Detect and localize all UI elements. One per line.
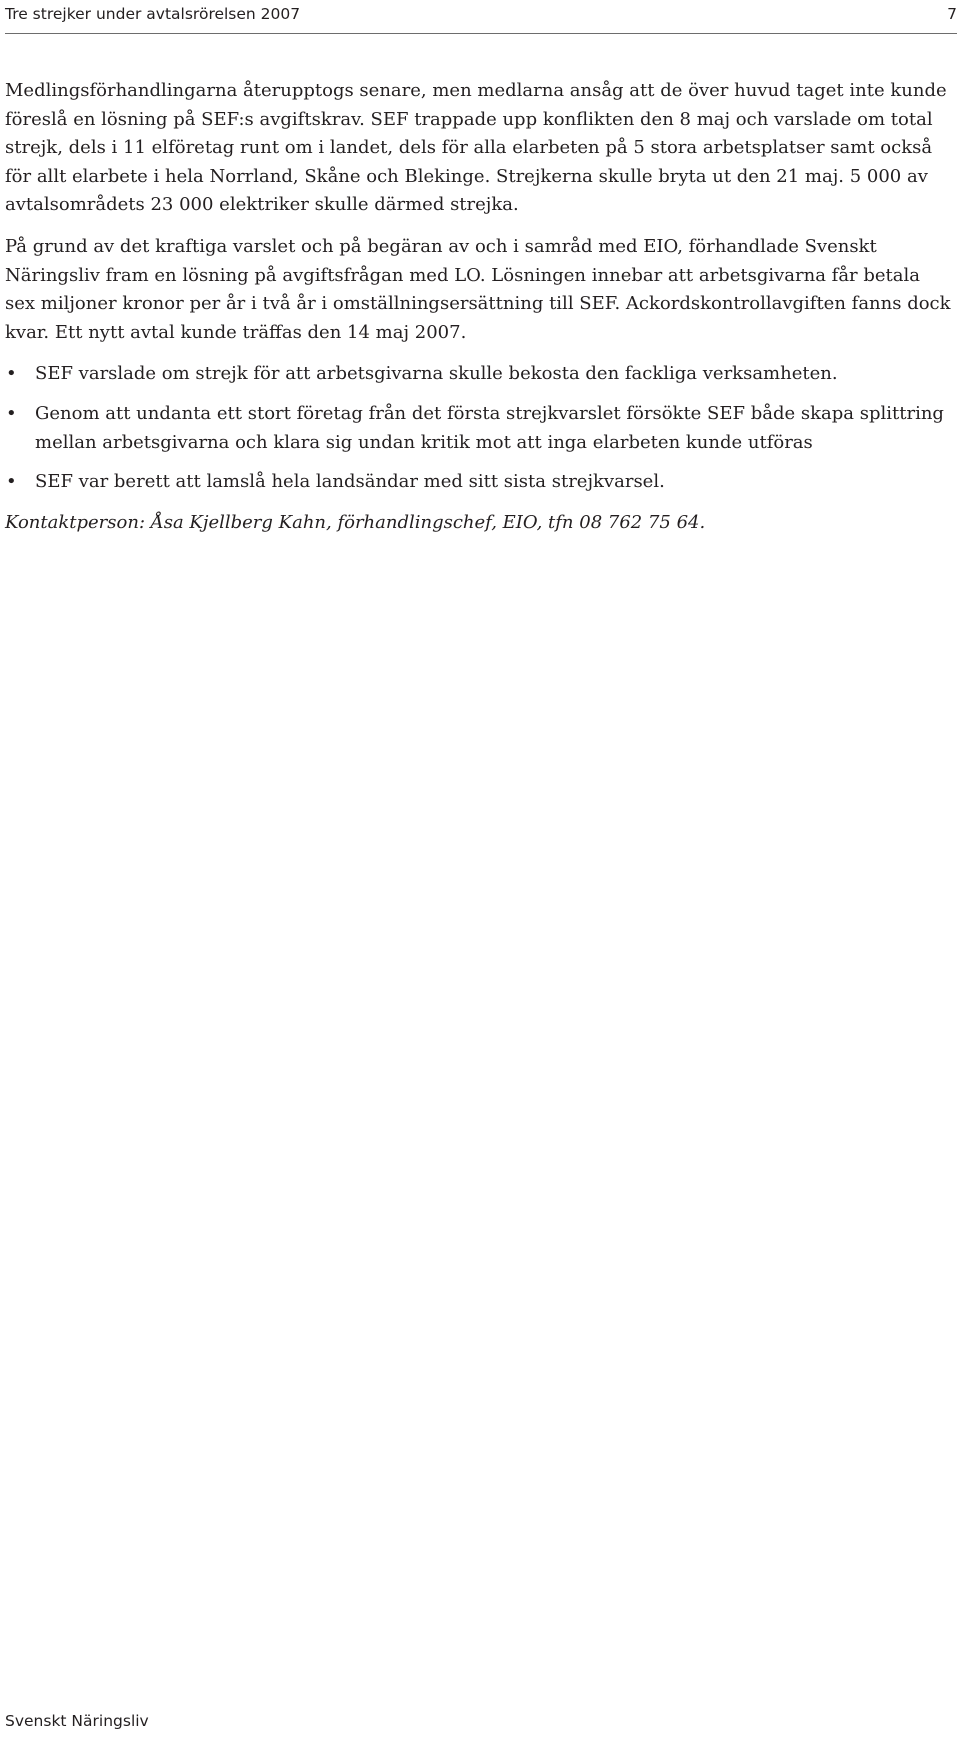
bullet-item-2	[5, 400, 955, 457]
bullet-item-3	[5, 468, 955, 497]
bullet-dot-icon: •	[6, 402, 17, 424]
bullet-item-text: Genom att undanta ett stort företag från det första strejkvarslet försökte SEF både skapa splittring mellan arbetsgivarna och klara sig undan kritik mot att inga elarbeten kunde utföras	[35, 402, 944, 453]
header-divider	[5, 33, 957, 34]
document-body	[5, 77, 955, 550]
page-number: 7	[947, 5, 957, 23]
running-footer: Svenskt Näringsliv	[5, 1712, 149, 1730]
bullet-dot-icon: •	[6, 471, 17, 493]
body-paragraph-1: Medlingsförhandlingarna återupptogs senare, men medlarna ansåg att de över huvud taget inte kunde föreslå en lösning på SEF:s avgiftskrav. SEF trappade upp konflikten den 8 maj och varslade om total strejk, dels i 11 elföretag runt om i landet, dels för alla elarbeten på 5 stora arbetsplatser samt också för allt elarbete i hela Norrland, Skåne och Blekinge. Strejkerna skulle bryta ut den 21 maj. 5 000 av avtalsområdets 23 000 elektriker skulle därmed strejka.	[5, 80, 947, 216]
bullet-dot-icon: •	[6, 363, 17, 385]
summary-bullet-list	[5, 360, 955, 496]
running-header	[5, 2, 957, 30]
bullet-item-1	[5, 360, 955, 389]
body-paragraph-2: På grund av det kraftiga varslet och på begäran av och i samråd med EIO, förhandlade Svenskt Näringsliv fram en lösning på avgiftsfrågan med LO. Lösningen innebar att arbetsgivarna får betala sex miljoner kronor per år i två år i omställningsersättning till SEF. Ackordskontrollavgiften fanns dock kvar. Ett nytt avtal kunde träffas den 14 maj 2007.	[5, 235, 951, 343]
bullet-item-text: SEF var berett att lamslå hela landsändar med sitt sista strejkvarsel.	[35, 471, 665, 493]
running-header-title: Tre strejker under avtalsrörelsen 2007	[5, 5, 301, 23]
bullet-item-text: SEF varslade om strejk för att arbetsgivarna skulle bekosta den fackliga verksamheten.	[35, 363, 838, 385]
contact-person: Kontaktperson: Åsa Kjellberg Kahn, förhandlingschef, EIO, tfn 08 762 75 64.	[5, 511, 706, 533]
